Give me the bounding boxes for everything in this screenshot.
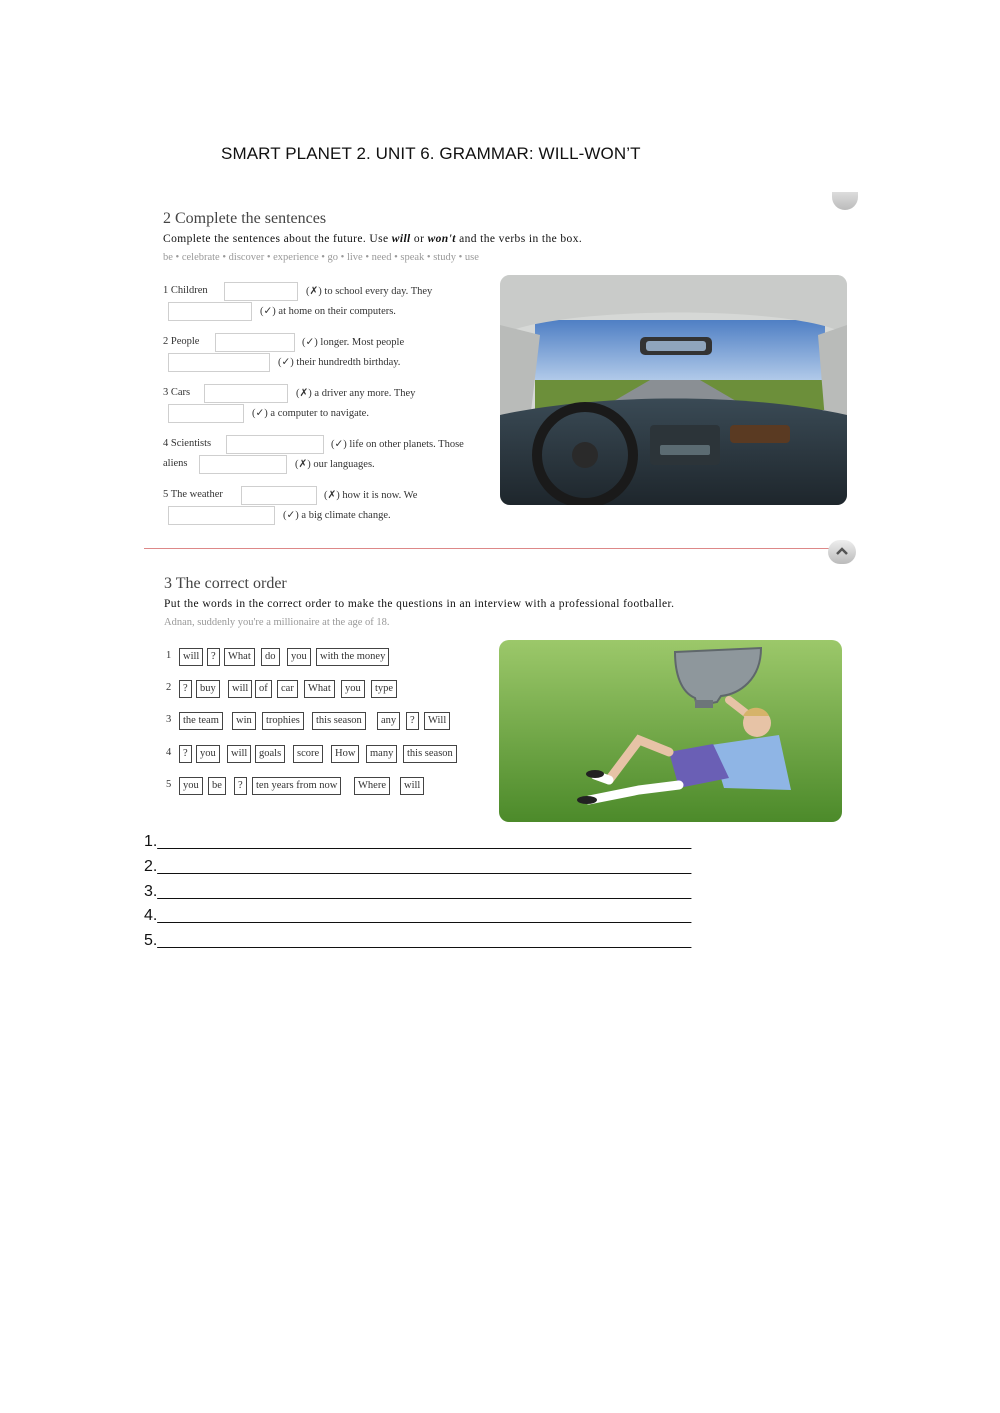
word-tile[interactable]: will [227,745,251,763]
item-3-start: 3 Cars [163,387,191,398]
answer-line-2[interactable]: 2.____________________________________________________________ [144,858,692,875]
verb-box: be • celebrate • discover • experience • go • live • need • speak • study • use [163,252,479,263]
word-tile[interactable]: car [277,680,298,698]
section3-intro: Adnan, suddenly you're a millionaire at the age of 18. [164,617,390,628]
answer-box-5b[interactable] [168,506,275,525]
answer-line-3[interactable]: 3.____________________________________________________________ [144,883,692,900]
word-tile[interactable]: Will [424,712,450,730]
word-tile[interactable]: will [228,680,252,698]
section2-instruction: Complete the sentences about the future. Use will or won't and the verbs in the box. [163,233,583,245]
answer-box-2b[interactable] [168,353,270,372]
word-tile[interactable]: What [224,648,255,666]
item-5-mid: (✗) how it is now. We [324,490,418,501]
section-divider [144,548,830,549]
answer-box-1b[interactable] [168,302,252,321]
word-tile[interactable]: you [179,777,203,795]
page-tab-decoration [832,192,858,210]
word-tile[interactable]: ? [234,777,247,795]
answer-box-3a[interactable] [204,384,288,403]
word-tile[interactable]: of [255,680,272,698]
item-3-end: (✓) a computer to navigate. [252,408,369,419]
footballer-trophy-photo [499,640,842,822]
word-tile[interactable]: Where [354,777,390,795]
chevron-up-icon [828,540,856,564]
word-tile[interactable]: you [341,680,365,698]
word-tile[interactable]: trophies [262,712,304,730]
word-tile[interactable]: ? [406,712,419,730]
word-tile[interactable]: goals [255,745,285,763]
answer-box-2a[interactable] [215,333,295,352]
row-4-number: 4 [166,747,172,758]
word-tile[interactable]: What [304,680,335,698]
item-1-mid: (✗) to school every day. They [306,286,433,297]
answer-box-4a[interactable] [226,435,324,454]
row-2-number: 2 [166,682,172,693]
answer-box-5a[interactable] [241,486,317,505]
item-5-end: (✓) a big climate change. [283,510,391,521]
word-tile[interactable]: will [179,648,203,666]
word-tile[interactable]: ? [207,648,220,666]
section3-instruction: Put the words in the correct order to make the questions in an interview with a professional footballer. [164,598,675,610]
row-3-number: 3 [166,714,172,725]
answer-line-5[interactable]: 5.____________________________________________________________ [144,932,692,949]
word-tile[interactable]: How [331,745,359,763]
word-tile[interactable]: type [371,680,397,698]
word-tile[interactable]: ten years from now [252,777,341,795]
answer-box-1a[interactable] [224,282,298,301]
section3-heading: 3 The correct order [164,575,287,592]
item-5-start: 5 The weather [163,489,223,500]
car-interior-photo [500,275,847,505]
page-title: SMART PLANET 2. UNIT 6. GRAMMAR: WILL-WON’T [221,144,641,163]
row-5-number: 5 [166,779,172,790]
word-tile[interactable]: this season [403,745,457,763]
word-tile[interactable]: with the money [316,648,389,666]
word-tile[interactable]: ? [179,680,192,698]
item-3-mid: (✗) a driver any more. They [296,388,416,399]
word-tile[interactable]: will [400,777,424,795]
item-4-line2-start: aliens [163,458,188,469]
word-tile[interactable]: any [377,712,400,730]
item-1-end: (✓) at home on their computers. [260,306,396,317]
item-2-mid: (✓) longer. Most people [302,337,405,348]
word-tile[interactable]: win [232,712,256,730]
word-tile[interactable]: you [287,648,311,666]
answer-box-3b[interactable] [168,404,244,423]
word-tile[interactable]: score [293,745,323,763]
item-1-start: 1 Children [163,285,208,296]
word-tile[interactable]: be [208,777,226,795]
row-1-number: 1 [166,650,172,661]
word-tile[interactable]: do [261,648,280,666]
word-tile[interactable]: this season [312,712,366,730]
word-tile[interactable]: ? [179,745,192,763]
item-2-start: 2 People [163,336,200,347]
answer-line-4[interactable]: 4.____________________________________________________________ [144,907,692,924]
word-tile[interactable]: buy [196,680,220,698]
item-4-start: 4 Scientists [163,438,212,449]
answer-line-1[interactable]: 1.____________________________________________________________ [144,833,692,850]
word-tile[interactable]: you [196,745,220,763]
word-tile[interactable]: many [366,745,397,763]
item-4-mid: (✓) life on other planets. Those [331,439,464,450]
word-tile[interactable]: the team [179,712,223,730]
answer-box-4b[interactable] [199,455,287,474]
item-2-end: (✓) their hundredth birthday. [278,357,401,368]
item-4-end: (✗) our languages. [295,459,375,470]
section2-heading: 2 Complete the sentences [163,210,327,227]
